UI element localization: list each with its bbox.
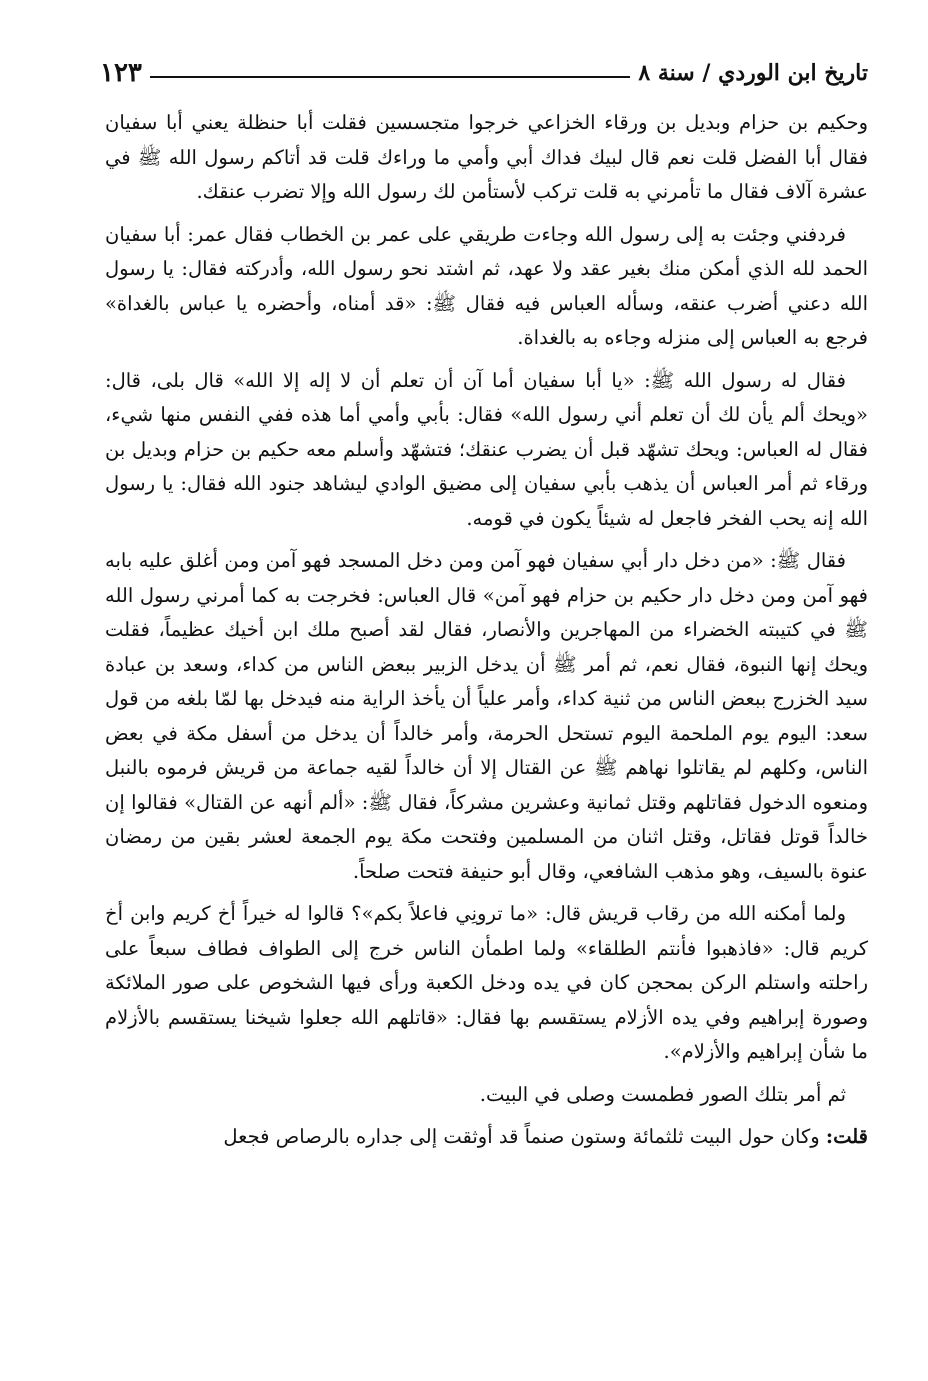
page-number: ١٢٣: [100, 58, 142, 88]
paragraph-1: وحكيم بن حزام وبديل بن ورقاء الخزاعي خرجوا متجسسين فقلت أبا حنظلة يعني أبا سفيان فقال أبا الفضل قلت نعم قال لبيك فداك أبي وأمي ما وراءك قلت قد أتاكم رسول الله ﷺ في عشرة آلاف فقال ما تأمرني به قلت تركب لأستأمن لك رسول الله وإلا تضرب عنقك.: [105, 111, 868, 203]
running-title: تاريخ ابن الوردي / سنة ٨: [638, 60, 868, 86]
body-text: [105, 106, 868, 1155]
paragraph-6: ثم أمر بتلك الصور فطمست وصلى في البيت.: [479, 1082, 846, 1106]
header-rule: [150, 76, 630, 78]
paragraph-5: ولما أمكنه الله من رقاب قريش قال: «ما ترونِي فاعلاً بكم»؟ قالوا له خيراً أخ كريم وابن أخ كريم قال: «فاذهبوا فأنتم الطلقاء» ولما اطمأن الناس خرج إلى الطواف فطاف سبعاً على راحلته واستلم الركن بمحجن كان في يده ودخل الكعبة ورأى فيها الشخوص على صور الملائكة وصورة إبراهيم وفي يده الأزلام يستقسم بها فقال: «قاتلهم الله جعلوا شيخنا يستقسم بالأزلام ما شأن إبراهيم والأزلام».: [105, 902, 868, 1063]
paragraph-4: فقال ﷺ: «من دخل دار أبي سفيان فهو آمن ومن دخل المسجد فهو آمن ومن أغلق عليه بابه فهو آمن ومن دخل دار حكيم بن حزام فهو آمن» قال العباس: فخرجت به كما أمرني رسول الله ﷺ في كتيبته الخضراء من المهاجرين والأنصار، فقال لقد أصبح ملك ابن أخيك عظيماً، فقلت ويحك إنها النبوة، فقال نعم، ثم أمر ﷺ أن يدخل الزبير ببعض الناس من كداء، وسعد بن عبادة سيد الخزرج ببعض الناس من ثنية كداء، وأمر علياً أن يأخذ الراية منه فيدخل بها لمّا بلغه من قول سعد: اليوم يوم الملحمة اليوم تستحل الحرمة، وأمر خالداً أن يدخل من أسفل مكة في بعض الناس، وكلهم لم يقاتلوا نهاهم ﷺ عن القتال إلا أن خالداً لقيه جماعة من قريش فرموه بالنبل ومنعوه الدخول فقاتلهم وقتل ثمانية وعشرين مشركاً، فقال ﷺ: «ألم أنهه عن القتال» فقالوا إن خالداً قوتل فقاتل، وقتل اثنان من المسلمين وفتحت مكة يوم الجمعة لعشر بقين من رمضان عنوة بالسيف، وهو مذهب الشافعي، وقال أبو حنيفة فتحت صلحاً.: [105, 549, 868, 883]
paragraph-lead: قلت:: [825, 1125, 868, 1148]
paragraph-3: فقال له رسول الله ﷺ: «يا أبا سفيان أما آن أن تعلم أن لا إله إلا الله» قال بلى، قال: «ويحك ألم يأن لك أن تعلم أني رسول الله» فقال: بأبي وأمي أما هذه ففي النفس منها شيء، فقال له العباس: ويحك تشهّد قبل أن يضرب عنقك؛ فتشهّد وأسلم معه حكيم بن حزام وبديل بن ورقاء ثم أمر العباس أن يذهب بأبي سفيان إلى مضيق الوادي ليشاهد جنود الله فقال: يا رسول الله إنه يحب الفخر فاجعل له شيئاً يكون في قومه.: [105, 368, 868, 530]
paragraph-2: فردفني وجئت به إلى رسول الله وجاءت طريقي على عمر بن الخطاب فقال عمر: أبا سفيان الحمد لله الذي أمكن منك بغير عقد ولا عهد، ثم اشتد نحو رسول الله، وأدركته فقال: يا رسول الله دعني أضرب عنقه، وسأله العباس فيه فقال ﷺ: «قد أمناه، وأحضره يا عباس بالغداة» فرجع به العباس إلى منزله وجاءه به بالغداة.: [105, 222, 868, 349]
paragraph-7: [105, 1120, 868, 1155]
paragraph-7-text: وكان حول البيت ثلثمائة وستون صنماً قد أوثقت إلى جداره بالرصاص فجعل: [223, 1125, 826, 1148]
page-header: [100, 50, 868, 90]
